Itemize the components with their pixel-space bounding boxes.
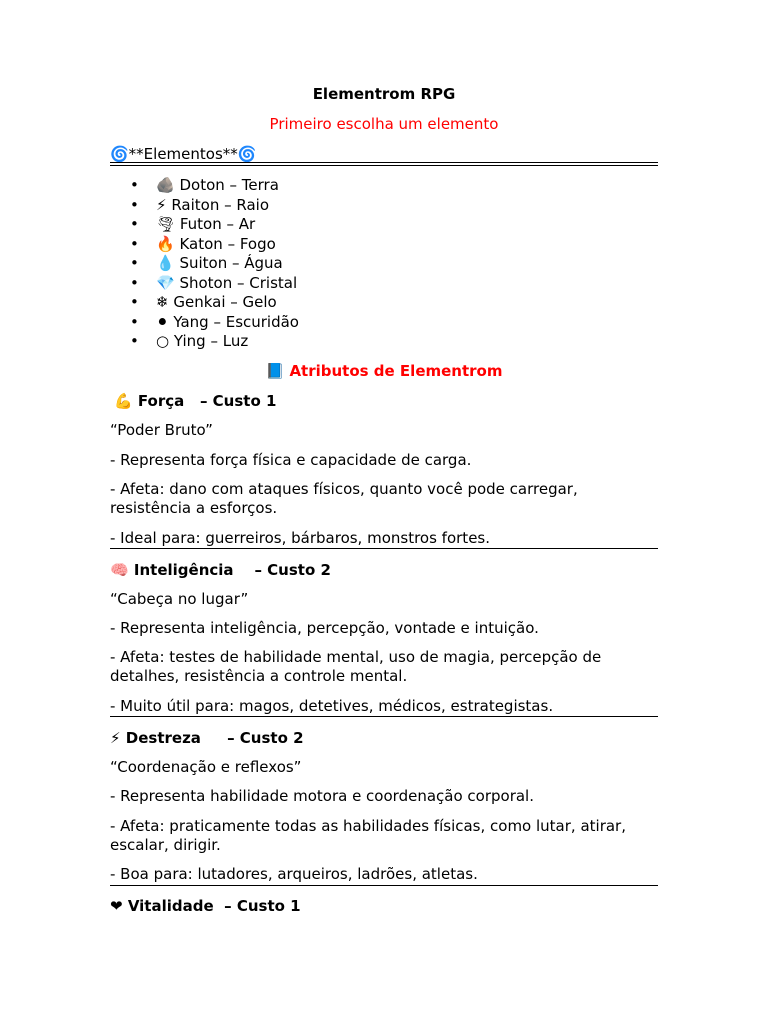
element-label: Futon – Ar bbox=[179, 215, 256, 233]
attribute-effect-continued: detalhes, resistência a controle mental. bbox=[110, 667, 408, 685]
white-circle-icon: ○ bbox=[156, 332, 170, 350]
attribute-motto: “Cabeça no lugar” bbox=[110, 590, 249, 608]
brain-icon: 🧠 bbox=[110, 561, 129, 579]
element-item-doton bbox=[110, 176, 299, 196]
gem-icon: 💎 bbox=[156, 273, 175, 292]
attribute-heading-forca bbox=[114, 392, 276, 410]
attribute-cost: – Custo 1 bbox=[199, 392, 277, 410]
attribute-effect-continued: resistência a esforços. bbox=[110, 499, 278, 517]
snowflake-icon: ❄ bbox=[156, 293, 169, 311]
elements-heading: 🌀**Elementos**🌀 bbox=[110, 145, 257, 163]
attribute-cost: – Custo 2 bbox=[254, 561, 331, 579]
attribute-effect: - Afeta: praticamente todas as habilidades físicas, como lutar, atirar, bbox=[110, 817, 626, 835]
attributes-heading-text: Atributos de Elementrom bbox=[289, 362, 503, 380]
attribute-description: - Representa inteligência, percepção, vontade e intuição. bbox=[110, 619, 539, 637]
element-label: Yang – Escuridão bbox=[173, 312, 299, 331]
element-label: Raiton – Raio bbox=[171, 195, 270, 214]
attribute-name: Força bbox=[137, 392, 185, 410]
black-circle-icon: ⚫ bbox=[156, 312, 169, 331]
attribute-cost: – Custo 2 bbox=[227, 729, 304, 747]
attribute-effect: - Afeta: testes de habilidade mental, uso de magia, percepção de bbox=[110, 648, 602, 666]
attribute-name: Inteligência bbox=[133, 561, 234, 579]
element-label: Doton – Terra bbox=[179, 176, 279, 194]
attribute-heading-destreza bbox=[110, 729, 304, 747]
section-rule bbox=[110, 716, 658, 717]
attribute-ideal-for: - Ideal para: guerreiros, bárbaros, monstros fortes. bbox=[110, 529, 491, 547]
tornado-icon: 🌪 bbox=[156, 215, 176, 233]
section-rule bbox=[110, 885, 658, 886]
element-item-futon bbox=[110, 215, 299, 235]
fire-icon: 🔥 bbox=[156, 234, 175, 253]
flexed-biceps-icon: 💪 bbox=[114, 392, 133, 410]
attribute-heading-vitalidade bbox=[110, 897, 301, 915]
element-item-yang bbox=[110, 313, 299, 333]
element-label: Genkai – Gelo bbox=[173, 293, 277, 311]
attribute-motto: “Coordenação e reflexos” bbox=[110, 758, 302, 776]
attribute-description: - Representa habilidade motora e coordenação corporal. bbox=[110, 787, 534, 805]
attributes-heading bbox=[0, 362, 768, 380]
lightning-icon: ⚡ bbox=[110, 729, 121, 747]
section-rule bbox=[110, 548, 658, 549]
attribute-heading-inteligencia bbox=[110, 561, 331, 579]
book-icon: 📘 bbox=[265, 362, 285, 380]
element-label: Suiton – Água bbox=[179, 254, 283, 272]
document-title: Elementrom RPG bbox=[312, 85, 456, 103]
attribute-cost: – Custo 1 bbox=[224, 897, 301, 915]
element-item-ying bbox=[110, 332, 299, 352]
attribute-ideal-for: - Boa para: lutadores, arqueiros, ladrões, atletas. bbox=[110, 865, 478, 883]
document-subtitle: Primeiro escolha um elemento bbox=[269, 115, 499, 133]
elements-heading-rule bbox=[110, 162, 658, 166]
attribute-effect-continued: escalar, dirigir. bbox=[110, 836, 221, 854]
attribute-description: - Representa força física e capacidade de carga. bbox=[110, 451, 472, 469]
attribute-name: Vitalidade bbox=[127, 897, 214, 915]
attribute-motto: “Poder Bruto” bbox=[110, 421, 213, 439]
droplet-icon: 💧 bbox=[156, 254, 175, 272]
rock-icon: 🪨 bbox=[156, 176, 175, 194]
element-item-shoton bbox=[110, 274, 299, 294]
element-item-katon bbox=[110, 235, 299, 255]
element-label: Katon – Fogo bbox=[179, 234, 276, 253]
element-label: Shoton – Cristal bbox=[179, 273, 298, 292]
attribute-ideal-for: - Muito útil para: magos, detetives, médicos, estrategistas. bbox=[110, 697, 554, 715]
elements-list bbox=[110, 176, 299, 352]
element-item-genkai bbox=[110, 293, 299, 313]
heart-icon: ❤ bbox=[110, 897, 123, 915]
element-item-suiton bbox=[110, 254, 299, 274]
element-label: Ying – Luz bbox=[173, 332, 249, 350]
attribute-effect: - Afeta: dano com ataques físicos, quanto você pode carregar, bbox=[110, 480, 578, 498]
element-item-raiton bbox=[110, 196, 299, 216]
lightning-icon: ⚡ bbox=[156, 195, 167, 214]
attribute-name: Destreza bbox=[125, 729, 201, 747]
